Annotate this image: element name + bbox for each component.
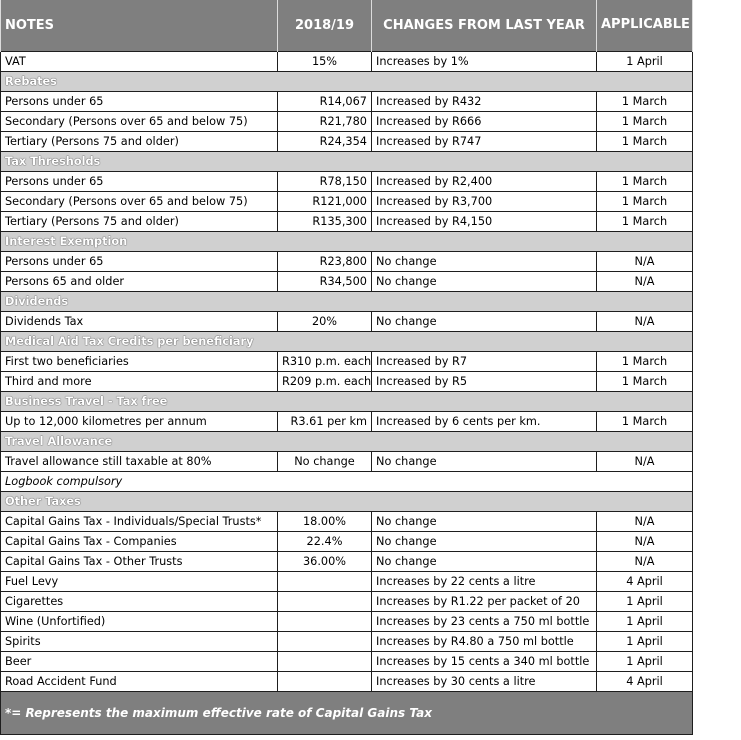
row-date: N/A	[597, 551, 693, 571]
row-value	[278, 631, 372, 651]
row-change: No change	[372, 251, 597, 271]
table-row	[1, 211, 693, 231]
row-label: Persons under 65	[1, 91, 278, 111]
row-change: No change	[372, 451, 597, 471]
table-row	[1, 271, 693, 291]
row-change: Increases by 1%	[372, 51, 597, 71]
row-change: No change	[372, 551, 597, 571]
row-value: R135,300	[278, 211, 372, 231]
table-row	[1, 131, 693, 151]
row-label: VAT	[1, 51, 278, 71]
row-change: Increased by R7	[372, 351, 597, 371]
row-label: Capital Gains Tax - Companies	[1, 531, 278, 551]
table-row	[1, 191, 693, 211]
table-row	[1, 371, 693, 391]
row-label: Capital Gains Tax - Other Trusts	[1, 551, 278, 571]
table-row	[1, 531, 693, 551]
table-row	[1, 51, 693, 71]
row-change: Increased by R3,700	[372, 191, 597, 211]
section-title: Other Taxes	[1, 491, 693, 511]
row-date: N/A	[597, 271, 693, 291]
row-label: Tertiary (Persons 75 and older)	[1, 211, 278, 231]
row-label: Fuel Levy	[1, 571, 278, 591]
row-date: N/A	[597, 451, 693, 471]
row-date: 1 March	[597, 411, 693, 431]
row-value: 15%	[278, 51, 372, 71]
row-change: Increased by R5	[372, 371, 597, 391]
row-value: R34,500	[278, 271, 372, 291]
row-label: Travel allowance still taxable at 80%	[1, 451, 278, 471]
table-row	[1, 591, 693, 611]
row-change: Increased by R747	[372, 131, 597, 151]
logbook-note: Logbook compulsory	[1, 471, 693, 491]
row-label: Up to 12,000 kilometres per annum	[1, 411, 278, 431]
section-header-rebates	[1, 71, 693, 91]
footnote: *= Represents the maximum effective rate of Capital Gains Tax	[1, 691, 693, 734]
row-date: 1 March	[597, 351, 693, 371]
section-title: Tax Thresholds	[1, 151, 693, 171]
row-change: Increases by R4.80 a 750 ml bottle	[372, 631, 597, 651]
row-change: Increased by R432	[372, 91, 597, 111]
table-body	[1, 51, 693, 734]
header-dates: APPLICABLE DATES	[597, 0, 693, 51]
row-value: R209 p.m. each	[278, 371, 372, 391]
row-change: Increased by R666	[372, 111, 597, 131]
table-row	[1, 451, 693, 471]
section-title: Business Travel - Tax free	[1, 391, 693, 411]
row-date: 1 March	[597, 371, 693, 391]
table-row	[1, 551, 693, 571]
table-row	[1, 651, 693, 671]
row-label: Road Accident Fund	[1, 671, 278, 691]
row-label: Beer	[1, 651, 278, 671]
row-label: First two beneficiaries	[1, 351, 278, 371]
row-value: R78,150	[278, 171, 372, 191]
table-row	[1, 171, 693, 191]
row-value	[278, 651, 372, 671]
row-change: Increases by R1.22 per packet of 20	[372, 591, 597, 611]
row-date: 1 March	[597, 171, 693, 191]
row-change: No change	[372, 271, 597, 291]
row-label: Secondary (Persons over 65 and below 75)	[1, 111, 278, 131]
table-row	[1, 511, 693, 531]
table-row	[1, 91, 693, 111]
row-value	[278, 671, 372, 691]
table-row	[1, 611, 693, 631]
row-value: No change	[278, 451, 372, 471]
row-change: Increased by R4,150	[372, 211, 597, 231]
row-date: N/A	[597, 531, 693, 551]
row-label: Wine (Unfortified)	[1, 611, 278, 631]
row-date: N/A	[597, 511, 693, 531]
row-value: 22.4%	[278, 531, 372, 551]
row-change: Increased by R2,400	[372, 171, 597, 191]
row-change: Increases by 23 cents a 750 ml bottle	[372, 611, 597, 631]
row-date: 1 April	[597, 591, 693, 611]
row-date: 1 April	[597, 651, 693, 671]
row-date: 4 April	[597, 571, 693, 591]
row-value: R121,000	[278, 191, 372, 211]
footnote-row	[1, 691, 693, 734]
row-value: 18.00%	[278, 511, 372, 531]
row-value	[278, 611, 372, 631]
row-value	[278, 571, 372, 591]
row-value	[278, 591, 372, 611]
section-title: Interest Exemption	[1, 231, 693, 251]
row-date: 1 April	[597, 611, 693, 631]
row-value: R21,780	[278, 111, 372, 131]
table-row	[1, 671, 693, 691]
row-date: 1 March	[597, 211, 693, 231]
row-date: 1 March	[597, 91, 693, 111]
row-change: Increases by 22 cents a litre	[372, 571, 597, 591]
row-change: No change	[372, 531, 597, 551]
row-value: R3.61 per km	[278, 411, 372, 431]
row-label: Secondary (Persons over 65 and below 75)	[1, 191, 278, 211]
table-row	[1, 631, 693, 651]
row-value: 20%	[278, 311, 372, 331]
section-header-business-travel	[1, 391, 693, 411]
row-date: 1 March	[597, 191, 693, 211]
row-change: No change	[372, 511, 597, 531]
row-value: R23,800	[278, 251, 372, 271]
row-value: 36.00%	[278, 551, 372, 571]
row-label: Persons under 65	[1, 171, 278, 191]
row-label: Third and more	[1, 371, 278, 391]
section-title: Dividends	[1, 291, 693, 311]
section-header-dividends	[1, 291, 693, 311]
row-value: R14,067	[278, 91, 372, 111]
row-label: Persons 65 and older	[1, 271, 278, 291]
row-value: R310 p.m. each	[278, 351, 372, 371]
table-row	[1, 311, 693, 331]
section-header-other-taxes	[1, 491, 693, 511]
table-row	[1, 111, 693, 131]
row-date: 1 March	[597, 131, 693, 151]
section-header-travel-allowance	[1, 431, 693, 451]
row-date: 4 April	[597, 671, 693, 691]
header-year: 2018/19	[278, 0, 372, 51]
row-date: 1 March	[597, 111, 693, 131]
row-label: Tertiary (Persons 75 and older)	[1, 131, 278, 151]
section-title: Travel Allowance	[1, 431, 693, 451]
table-row	[1, 351, 693, 371]
row-label: Spirits	[1, 631, 278, 651]
section-header-interest	[1, 231, 693, 251]
section-title: Rebates	[1, 71, 693, 91]
row-label: Cigarettes	[1, 591, 278, 611]
header-changes: CHANGES FROM LAST YEAR	[372, 0, 597, 51]
row-label: Dividends Tax	[1, 311, 278, 331]
row-change: No change	[372, 311, 597, 331]
table-row	[1, 571, 693, 591]
row-value: R24,354	[278, 131, 372, 151]
row-date: N/A	[597, 251, 693, 271]
logbook-note-row	[1, 471, 693, 491]
table-row	[1, 251, 693, 271]
row-date: N/A	[597, 311, 693, 331]
row-date: 1 April	[597, 51, 693, 71]
row-label: Capital Gains Tax - Individuals/Special Trusts*	[1, 511, 278, 531]
row-label: Persons under 65	[1, 251, 278, 271]
table-row	[1, 411, 693, 431]
section-header-thresholds	[1, 151, 693, 171]
row-change: Increases by 15 cents a 340 ml bottle	[372, 651, 597, 671]
row-date: 1 April	[597, 631, 693, 651]
header-notes: NOTES	[1, 0, 278, 51]
section-title: Medical Aid Tax Credits per beneficiary	[1, 331, 693, 351]
section-header-medical	[1, 331, 693, 351]
header-row	[1, 0, 693, 51]
row-change: Increases by 30 cents a litre	[372, 671, 597, 691]
row-change: Increased by 6 cents per km.	[372, 411, 597, 431]
